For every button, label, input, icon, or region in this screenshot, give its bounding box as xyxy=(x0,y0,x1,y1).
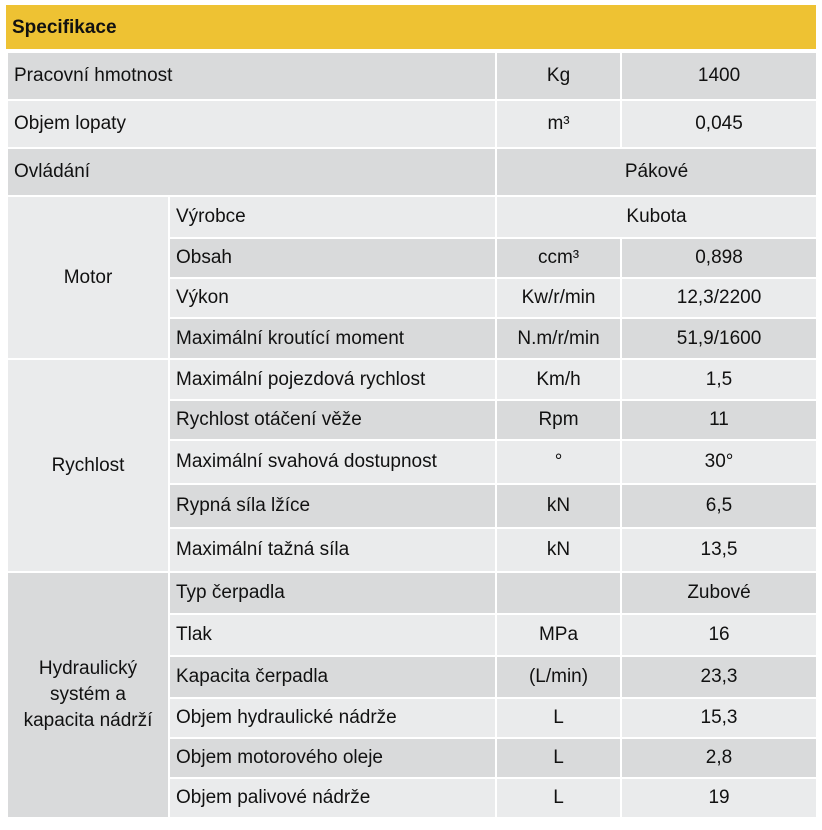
row-label: Maximální tažná síla xyxy=(169,528,496,572)
row-value: 1400 xyxy=(621,52,817,100)
row-label: Objem lopaty xyxy=(7,100,496,148)
spec-sheet xyxy=(6,5,816,819)
row-unit: N.m/r/min xyxy=(496,318,621,359)
table-row xyxy=(7,52,817,100)
row-value: 16 xyxy=(621,614,817,656)
row-label: Maximální kroutící moment xyxy=(169,318,496,359)
row-unit: m³ xyxy=(496,100,621,148)
group-label-line: systém a xyxy=(49,684,127,705)
row-value: 11 xyxy=(621,400,817,440)
row-label: Maximální pojezdová rychlost xyxy=(169,359,496,400)
row-unit: ° xyxy=(496,440,621,484)
row-unit: kN xyxy=(496,528,621,572)
row-label: Kapacita čerpadla xyxy=(169,656,496,698)
row-label: Objem palivové nádrže xyxy=(169,778,496,818)
row-value: 30° xyxy=(621,440,817,484)
row-label: Výrobce xyxy=(169,196,496,238)
row-unit: L xyxy=(496,698,621,738)
row-label: Pracovní hmotnost xyxy=(7,52,496,100)
row-label: Tlak xyxy=(169,614,496,656)
table-row xyxy=(7,100,817,148)
row-label: Výkon xyxy=(169,278,496,318)
spec-table xyxy=(6,51,818,819)
row-unit: L xyxy=(496,738,621,778)
group-label-speed: Rychlost xyxy=(7,359,169,572)
row-value: 2,8 xyxy=(621,738,817,778)
row-unit: Rpm xyxy=(496,400,621,440)
row-unit xyxy=(496,572,621,614)
group-label-line: kapacita nádrží xyxy=(23,710,153,731)
row-value: 23,3 xyxy=(621,656,817,698)
spec-title: Specifikace xyxy=(6,5,816,51)
row-value: Kubota xyxy=(496,196,817,238)
group-label-hydraulic xyxy=(7,572,169,818)
row-label: Obsah xyxy=(169,238,496,278)
row-unit: MPa xyxy=(496,614,621,656)
row-label: Rychlost otáčení věže xyxy=(169,400,496,440)
table-row xyxy=(7,572,817,614)
row-value: Pákové xyxy=(496,148,817,196)
row-unit: (L/min) xyxy=(496,656,621,698)
row-label: Objem motorového oleje xyxy=(169,738,496,778)
row-unit: Kw/r/min xyxy=(496,278,621,318)
table-row xyxy=(7,148,817,196)
row-unit: Km/h xyxy=(496,359,621,400)
row-value: 51,9/1600 xyxy=(621,318,817,359)
row-value: 0,898 xyxy=(621,238,817,278)
table-row xyxy=(7,359,817,400)
row-value: Zubové xyxy=(621,572,817,614)
row-value: 1,5 xyxy=(621,359,817,400)
row-unit: L xyxy=(496,778,621,818)
row-label: Typ čerpadla xyxy=(169,572,496,614)
row-value: 6,5 xyxy=(621,484,817,528)
group-label-line: Hydraulický xyxy=(38,658,138,679)
group-label-motor: Motor xyxy=(7,196,169,359)
row-unit: kN xyxy=(496,484,621,528)
row-label: Objem hydraulické nádrže xyxy=(169,698,496,738)
row-label: Ovládání xyxy=(7,148,496,196)
row-unit: ccm³ xyxy=(496,238,621,278)
row-unit: Kg xyxy=(496,52,621,100)
row-value: 19 xyxy=(621,778,817,818)
row-label: Rypná síla lžíce xyxy=(169,484,496,528)
row-value: 13,5 xyxy=(621,528,817,572)
row-value: 15,3 xyxy=(621,698,817,738)
row-value: 12,3/2200 xyxy=(621,278,817,318)
row-value: 0,045 xyxy=(621,100,817,148)
table-row xyxy=(7,196,817,238)
row-label: Maximální svahová dostupnost xyxy=(169,440,496,484)
